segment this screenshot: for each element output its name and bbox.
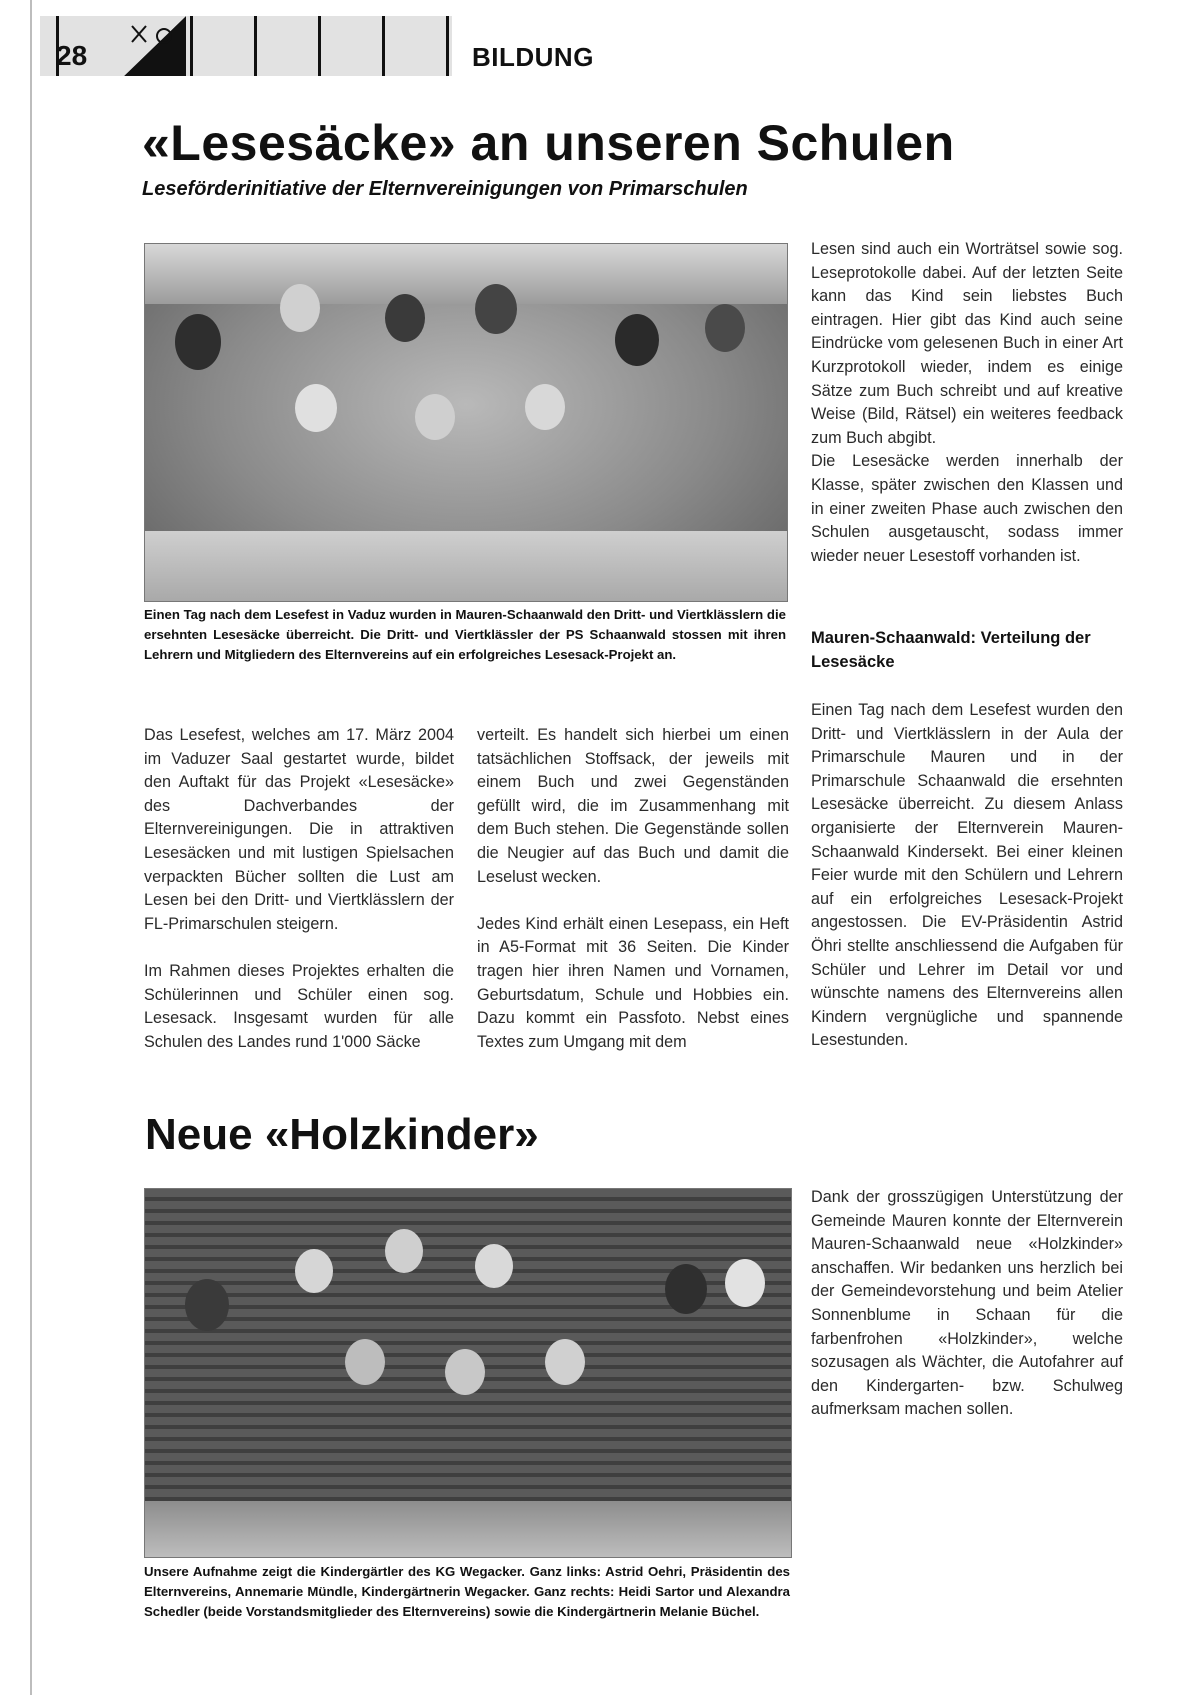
photo-figure <box>525 384 565 430</box>
header-tick <box>446 16 449 76</box>
header-strip <box>40 16 452 76</box>
photo-floor <box>145 1501 791 1557</box>
text-column-2 <box>477 724 789 1054</box>
photo-figure <box>665 1264 707 1314</box>
photo-figure <box>475 1244 513 1288</box>
photo-figure <box>475 284 517 334</box>
text-column-3 <box>811 238 1123 568</box>
photo-caption-2: Unsere Aufnahme zeigt die Kindergärtler des KG Wegacker. Ganz links: Astrid Oehri, Präsidentin des Elternvereins, Annemarie Mündle, Kindergärtnerin Wegacker. Ganz rechts: Heidi Sartor und Alexandra Schedler (beide Vorstandsmitglieder des Elternvereins) sowie die Kindergärtnerin Melanie Büchel. <box>144 1564 790 1619</box>
paragraph: Jedes Kind erhält einen Lesepass, ein Heft in A5-Format mit 36 Seiten. Die Kinder tragen hier ihren Namen und Vornamen, Geburtsdatum, Schule und Hobbies ein. Dazu kommt ein Passfoto. Nebst eines Textes zum Umgang mit dem <box>477 914 789 1051</box>
photo-figure <box>185 1279 229 1331</box>
text-column-4 <box>811 699 1123 1053</box>
paragraph: Im Rahmen dieses Projektes erhalten die Schülerinnen und Schüler einen sog. Lesesack. Insgesamt wurden für alle Schulen des Landes rund 1'000 Säcke <box>144 961 454 1051</box>
paragraph: Dank der grosszügigen Unterstützung der Gemeinde Mauren konnte der Elternverein Mauren-Schaanwald neue «Holzkinder» anschaffen. Wir bedanken uns herzlich bei der Gemeindevorstehung und beim Atelier Sonnenblume in Schaan für die farbenfrohen «Holzkinder», welche sozusagen als Wächter, die Autofahrer auf den Kindergarten- bzw. Schulweg aufmerksam machen sollen. <box>811 1188 1123 1419</box>
page-number: 28 <box>56 40 88 71</box>
photo-caption: Einen Tag nach dem Lesefest in Vaduz wurden in Mauren-Schaanwald den Dritt- und Viertklässlern die ersehnten Lesesäcke überreicht. Die Dritt- und Viertklässler der PS Schaanwald stossen mit ihren Lehrern und Mitgliedern des Elternvereins auf ein erfolgreiches Lesesack-Projekt an. <box>144 607 786 662</box>
photo-figure <box>280 284 320 332</box>
header-tick <box>190 16 193 76</box>
photo-figure <box>385 1229 423 1273</box>
lesesack-group-photo <box>144 243 788 602</box>
photo-figure <box>295 1249 333 1293</box>
page-header <box>0 14 1200 80</box>
kindergarten-group-photo <box>144 1188 792 1558</box>
article-subtitle: Leseförderinitiative der Elternvereinigungen von Primarschulen <box>142 178 748 200</box>
paragraph: verteilt. Es handelt sich hierbei um einen tatsächlichen Stoffsack, der jeweils mit einem Buch und zwei Gegenständen gefüllt wird, die im Zusammenhang mit dem Buch stehen. Die Gegenstände sollen die Neugier auf das Buch und damit die Leselust wecken. <box>477 726 789 886</box>
paragraph: Einen Tag nach dem Lesefest wurden den Dritt- und Viertklässlern in der Aula der Primarschule Mauren und in der Primarschule Schaanwald die ersehnten Lesesäcke überreicht. Zu diesem Anlass organisierte der Elternverein Mauren-Schaanwald Kindersekt. Bei einer kleinen Feier wurde mit den Schülern und Lehrern auf ein erfolgreiches Lesesack-Projekt angestossen. Die EV-Präsidentin Astrid Öhri stellte anschliessend die Aufgaben für Schüler und Lehrer im Detail vor und wünschte namens des Elternvereins allen Kindern vergnügliche und spannende Lesestunden. <box>811 701 1123 1050</box>
subheading: Mauren-Schaanwald: Verteilung der Lesesäcke <box>811 629 1091 671</box>
text-column-5 <box>811 1186 1123 1422</box>
paragraph: Die Lesesäcke werden innerhalb der Klasse, später zwischen den Klassen und in einer zweiten Phase auch zwischen den Schulen ausgetauscht, sodass immer wieder neuer Lesestoff vorhanden ist. <box>811 452 1123 565</box>
photo-figure <box>545 1339 585 1385</box>
header-tick <box>318 16 321 76</box>
paragraph: Das Lesefest, welches am 17. März 2004 im Vaduzer Saal gestartet wurde, bildet den Auftakt für das Projekt «Lesesäcke» des Dachverbandes der Elternvereinigungen. Die in attraktiven Lesesäcken und mit lustigen Spielsachen verpackten Bücher sollten die Lust am Lesen bei den Dritt- und Viertklässlern der FL-Primarschulen steigern. <box>144 726 454 933</box>
article-headline: «Lesesäcke» an unseren Schulen <box>142 115 955 171</box>
text-column-1 <box>144 724 454 1054</box>
photo-figure <box>175 314 221 370</box>
photo-table <box>145 531 787 601</box>
photo-figure <box>705 304 745 352</box>
photo-figure <box>415 394 455 440</box>
second-article-headline: Neue «Holzkinder» <box>145 1110 539 1159</box>
coat-of-arms-icon <box>124 16 186 76</box>
header-tick <box>382 16 385 76</box>
photo-figure <box>385 294 425 342</box>
paragraph: Lesen sind auch ein Worträtsel sowie sog. Leseprotokolle dabei. Auf der letzten Seite kann das Kind sein liebstes Buch eintragen. Hier gibt das Kind auch seine Eindrücke vom gelesenen Buch in einer Art Kurzprotokoll wieder, indem es einige Sätze zum Buch schreibt und auf kreative Weise (Bild, Rätsel) ein weiteres feedback zum Buch abgibt. <box>811 240 1123 447</box>
page-margin-line <box>30 0 32 1695</box>
photo-figure <box>295 384 337 432</box>
photo-figure <box>345 1339 385 1385</box>
photo-figure <box>445 1349 485 1395</box>
header-tick <box>254 16 257 76</box>
photo-figure <box>725 1259 765 1307</box>
photo-figure <box>615 314 659 366</box>
section-title: BILDUNG <box>472 42 594 72</box>
photo-background <box>145 244 787 304</box>
